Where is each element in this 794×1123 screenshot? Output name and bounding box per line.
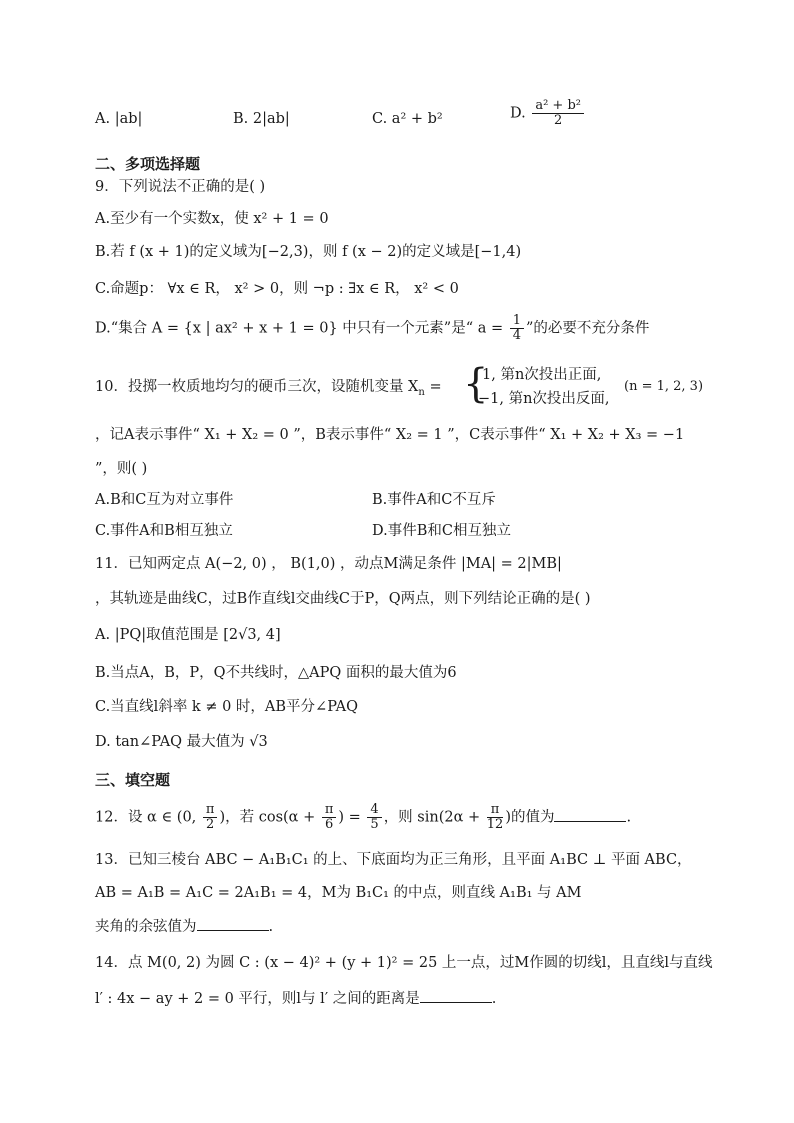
q14-line-2 (95, 988, 496, 1010)
q8-option-d-fraction (532, 99, 584, 128)
q9-stem: 9．下列说法不正确的是( ) (95, 179, 266, 195)
fraction-numerator: π (322, 803, 337, 818)
fraction-denominator: 2 (206, 817, 215, 832)
q11-option-c: C.当直线l斜率 k ≠ 0 时，AB平分∠PAQ (95, 699, 358, 715)
q12-fraction-1 (203, 803, 218, 832)
q12-part-2: )，若 cos(α + (219, 809, 320, 826)
q10-stem-text: 10．投掷一枚质地均匀的硬币三次，设随机变量 X (95, 379, 419, 395)
cases-brace-icon: { (463, 361, 489, 407)
q13-end: . (268, 919, 274, 935)
q11-line-2: ，其轨迹是曲线C，过B作直线l交曲线C于P，Q两点，则下列结论正确的是( ) (95, 591, 591, 607)
fraction-numerator: 1 (510, 314, 524, 329)
q12-part-4: ，则 sin(2α + (383, 809, 485, 826)
q12-part-5: )的值为 (505, 809, 555, 826)
q10-option-c: C.事件A和B相互独立 (95, 523, 233, 539)
q10-option-b: B.事件A和C不互斥 (372, 492, 496, 508)
q9-option-a: A.至少有一个实数x，使 x² + 1 = 0 (95, 211, 329, 227)
q10-equals: = (424, 379, 442, 395)
q10-case-2: −1, 第n次投出反面, (478, 391, 610, 407)
q13-line-1: 13．已知三棱台 ABC − A₁B₁C₁ 的上、下底面均为正三角形，且平面 A₁BC ⊥ 平面 ABC， (95, 852, 692, 868)
q13-line-2: AB = A₁B = A₁C = 2A₁B₁ = 4，M为 B₁C₁ 的中点，则直线 A₁B₁ 与 AM (95, 885, 582, 901)
fraction-numerator: π (487, 803, 504, 818)
q12-fraction-3 (367, 803, 381, 832)
q9-d-prefix: D.“集合 A = {x | ax² + x + 1 = 0} 中只有一个元素”是“ a = (95, 320, 508, 337)
q8-option-d-prefix: D. (510, 105, 526, 122)
q12-part-1: 12．设 α ∈ (0, (95, 809, 201, 826)
answer-blank (554, 807, 626, 822)
q8-option-b: B. 2|ab| (233, 111, 290, 127)
section-title-fill-in: 三、填空题 (95, 771, 171, 789)
fraction-denominator: 2 (554, 113, 563, 128)
fraction-numerator: π (203, 803, 218, 818)
q8-option-a: A. |ab| (95, 111, 143, 127)
q11-stem: 11．已知两定点 A(−2, 0) ， B(1,0) ，动点M满足条件 |MA| = 2|MB| (95, 556, 562, 572)
q14-end: . (491, 991, 497, 1007)
fraction-numerator: 4 (367, 803, 381, 818)
q10-option-d: D.事件B和C相互独立 (372, 523, 511, 539)
q12-question (95, 803, 631, 832)
q8-option-d (510, 99, 586, 128)
q10-stem (95, 376, 442, 404)
q9-option-c: C.命题p： ∀x ∈ R， x² > 0，则 ¬p : ∃x ∈ R， x² < 0 (95, 281, 459, 297)
q12-end: . (626, 809, 632, 826)
q13-line-3 (95, 916, 273, 938)
section-title-multiple-choice: 二、多项选择题 (95, 155, 201, 173)
q10-option-a: A.B和C互为对立事件 (95, 492, 234, 508)
q14-line-2-text: l′ : 4x − ay + 2 = 0 平行，则l与 l′ 之间的距离是 (95, 991, 420, 1007)
answer-blank (420, 988, 492, 1003)
answer-blank (197, 916, 269, 931)
q12-fraction-4 (487, 803, 504, 832)
q12-part-3: ) = (338, 809, 366, 826)
fraction-denominator: 12 (486, 817, 504, 832)
fraction-denominator: 5 (370, 817, 379, 832)
q9-d-fraction (510, 314, 524, 343)
q11-option-b: B.当点A，B，P，Q不共线时，△APQ 面积的最大值为6 (95, 665, 457, 681)
q10-case-1: 1, 第n次投出正面, (482, 367, 602, 383)
fraction-denominator: 4 (512, 328, 522, 343)
q10-range: (n = 1, 2, 3) (624, 379, 704, 394)
q10-line-3: ”，则( ) (95, 461, 148, 477)
fraction-numerator: a² + b² (532, 99, 584, 114)
q11-option-d: D. tan∠PAQ 最大值为 √3 (95, 734, 268, 750)
q9-option-d (95, 314, 649, 343)
q8-option-c: C. a² + b² (372, 111, 443, 127)
fraction-denominator: 6 (324, 817, 334, 832)
q9-d-suffix: ”的必要不充分条件 (526, 320, 650, 337)
q10-subscript: n (418, 386, 425, 398)
q10-line-2: ，记A表示事件“ X₁ + X₂ = 0 ”，B表示事件“ X₂ = 1 ”，C表示事件“ X₁ + X₂ + X₃ = −1 (95, 427, 685, 443)
q9-option-b: B.若 f (x + 1)的定义域为[−2,3)，则 f (x − 2)的定义域是[−1,4) (95, 244, 522, 260)
q14-line-1: 14．点 M(0, 2) 为圆 C : (x − 4)² + (y + 1)² = 25 上一点，过M作圆的切线l，且直线l与直线 (95, 955, 713, 971)
q11-option-a: A. |PQ|取值范围是 [2√3, 4] (95, 627, 281, 643)
q13-line-3-text: 夹角的余弦值为 (95, 919, 197, 935)
q12-fraction-2 (322, 803, 337, 832)
